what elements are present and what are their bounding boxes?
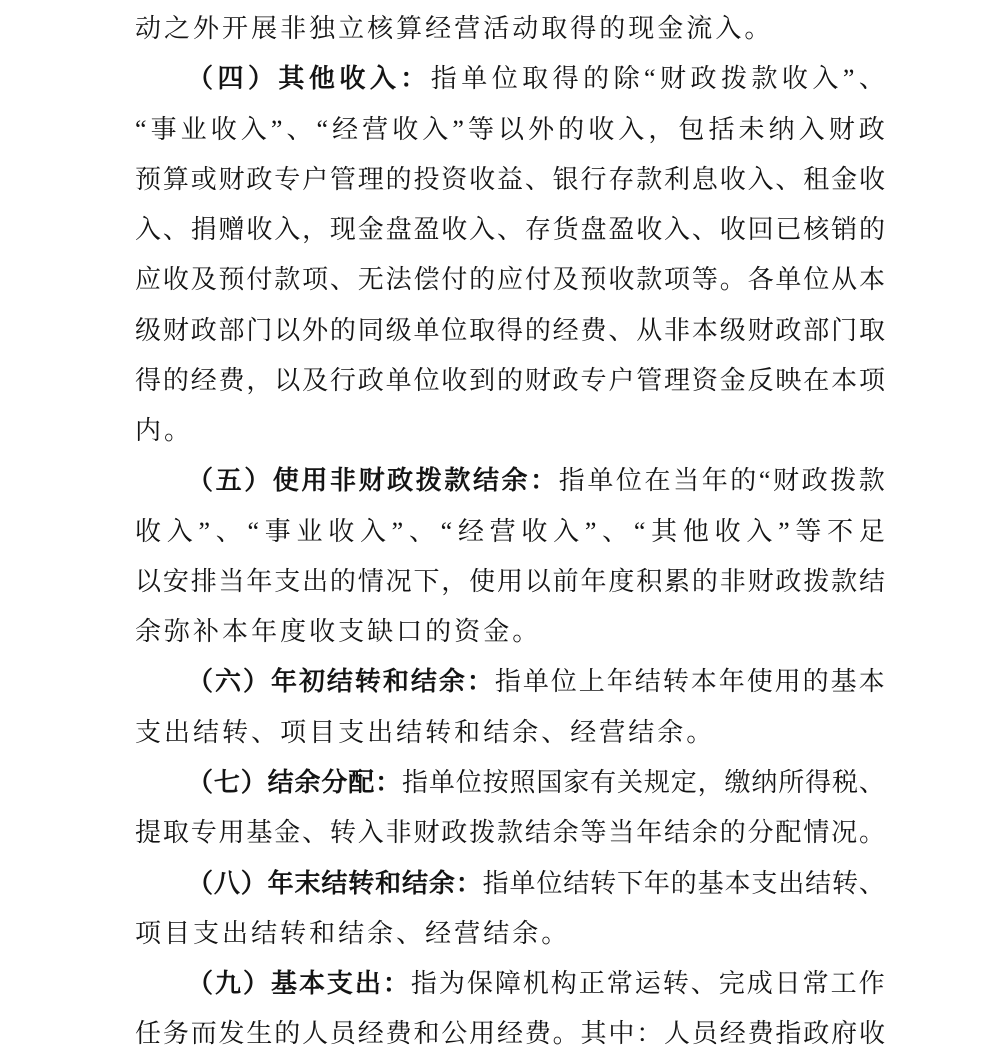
text-line: 入 、 捐 赠 收 入 ， 现 金 盘 盈 收 入 、 存 货 盘 盈 收 入 、 收 回 已 核 销 的 bbox=[135, 215, 885, 245]
text-line: 提 取 专 用 基 金 、 转 入 非 财 政 拨 款 结 余 等 当 年 结 余 的 分 配 情 况 。 bbox=[135, 818, 885, 848]
text-line: 应 收 及 预 付 款 项 、 无 法 偿 付 的 应 付 及 预 收 款 项 等 。 各 单 位 从 本 bbox=[135, 265, 885, 295]
text-line: （ 七 ） 结 余 分 配 ： 指 单 位 按 照 国 家 有 关 规 定 ， 缴 纳 所 得 税 、 bbox=[187, 767, 885, 797]
text-line: （ 八 ） 年 末 结 转 和 结 余 ： 指 单 位 结 转 下 年 的 基 本 支 出 结 转 、 bbox=[187, 868, 885, 898]
text-line: （ 六 ） 年 初 结 转 和 结 余 ： 指 单 位 上 年 结 转 本 年 使 用 的 基 本 bbox=[187, 667, 885, 697]
text-line: （ 九 ） 基 本 支 出 ： 指 为 保 障 机 构 正 常 运 转 、 完 成 日 常 工 作 bbox=[187, 969, 885, 999]
text-line: （ 四 ） 其 他 收 入 ： 指 单 位 取 得 的 除 “ 财 政 拨 款 收 入 ” 、 bbox=[187, 64, 885, 94]
text-line: 级 财 政 部 门 以 外 的 同 级 单 位 取 得 的 经 费 、 从 非 本 级 财 政 部 门 取 bbox=[135, 315, 885, 345]
text-line: 项目支出结转和结余、经营结余。 bbox=[135, 918, 571, 948]
text-line: 余弥补本年度收支缺口的资金。 bbox=[135, 617, 542, 647]
text-line: 得 的 经 费 ， 以 及 行 政 单 位 收 到 的 财 政 专 户 管 理 资 金 反 映 在 本 项 bbox=[135, 365, 885, 395]
text-line: 支出结转、项目支出结转和结余、经营结余。 bbox=[135, 717, 716, 747]
text-line: 任 务 而 发 生 的 人 员 经 费 和 公 用 经 费 。 其 中 ： 人 员 经 费 指 政 府 收 bbox=[135, 1019, 885, 1049]
text-line: 动之外开展非独立核算经营活动取得的现金流入。 bbox=[135, 14, 774, 43]
text-line: （ 五 ） 使 用 非 财 政 拨 款 结 余 ： 指 单 位 在 当 年 的 “ 财 政 拨 款 bbox=[187, 466, 885, 496]
text-line: 以 安 排 当 年 支 出 的 情 况 下 ， 使 用 以 前 年 度 积 累 的 非 财 政 拨 款 结 bbox=[135, 566, 885, 596]
text-line: “ 事 业 收 入 ” 、 “ 经 营 收 入 ” 等 以 外 的 收 入 ， 包 括 未 纳 入 财 政 bbox=[135, 114, 885, 144]
text-line: 内。 bbox=[135, 416, 194, 446]
text-line: 预 算 或 财 政 专 户 管 理 的 投 资 收 益 、 银 行 存 款 利 息 收 入 、 租 金 收 bbox=[135, 164, 885, 194]
text-line: 收 入 ” 、 “ 事 业 收 入 ” 、 “ 经 营 收 入 ” 、 “ 其 他 收 入 ” 等 不 足 bbox=[135, 516, 885, 546]
